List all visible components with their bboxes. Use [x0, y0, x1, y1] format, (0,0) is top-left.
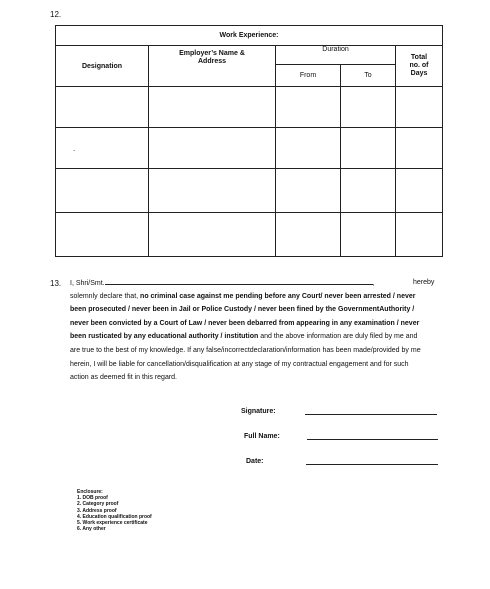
declaration-line-8: action as deemed fit in this regard. [70, 374, 178, 382]
table-row [56, 87, 443, 128]
col-employer-header [149, 46, 276, 87]
declaration-line-3 [70, 303, 464, 317]
col-duration-header: Duration [276, 46, 396, 65]
name-blank-line[interactable] [105, 276, 373, 285]
section-12-number: 12. [50, 10, 62, 19]
declaration-intro: solemnly declare that, [70, 292, 141, 300]
declaration-text-5: and the above information are duly filed by me and [258, 333, 418, 341]
declaration-bold-4: been rusticated by any educational authority / institution [70, 333, 259, 341]
declaration-paragraph [70, 276, 464, 385]
col-total-days-header [396, 46, 443, 87]
declaration-bold-3: never been convicted by a Court of Law / never been debarred from appearing in any examination / never [70, 319, 420, 327]
col-designation-header: Designation [56, 46, 149, 87]
cell-total-days[interactable] [396, 128, 443, 169]
enclosure-item: 5. Work experience certificate [77, 520, 148, 527]
date-line[interactable] [306, 464, 438, 465]
declaration-line-1 [70, 276, 464, 290]
col-total-line2: no. of [409, 62, 429, 69]
stray-mark: . [73, 143, 76, 153]
enclosure-title: Enclosure: [77, 489, 103, 495]
declaration-line-6: are true to the best of my knowledge. If any false/incorrectdeclaration/information has been made/provided by me [70, 346, 421, 354]
cell-total-days[interactable] [396, 87, 443, 128]
date-label: Date: [246, 458, 264, 465]
cell-designation[interactable] [56, 213, 149, 257]
declaration-line-4 [70, 317, 464, 331]
declaration-line-7: herein, I will be liable for cancellation/disqualification at any stage of my contractual engagement and for such [70, 360, 409, 368]
declaration-bold-1: no criminal case against me pending before any Court/ never been arrested / never [140, 292, 416, 300]
section-13-number: 13. [50, 279, 62, 288]
name-suffix: , [372, 280, 375, 287]
enclosure-item: 6. Any other [77, 526, 106, 533]
col-to-header: To [341, 65, 396, 87]
cell-total-days[interactable] [396, 213, 443, 257]
col-total-line3: Days [410, 70, 428, 77]
cell-from[interactable] [276, 87, 341, 128]
col-employer-line1: Employer’s Name & [179, 50, 245, 57]
table-row [56, 169, 443, 213]
cell-from[interactable] [276, 128, 341, 169]
declaration-line-2 [70, 290, 464, 304]
cell-to[interactable] [341, 87, 396, 128]
enclosure-item: 4. Education qualification proof [77, 513, 152, 520]
table-title: Work Experience: [56, 26, 443, 46]
enclosure-item: 3. Address proof [77, 507, 117, 514]
work-experience-table [55, 25, 443, 257]
cell-employer[interactable] [149, 169, 276, 213]
cell-designation[interactable] [56, 87, 149, 128]
name-prefix: I, Shri/Smt. [70, 280, 105, 287]
declaration-line-5 [70, 330, 464, 344]
col-total-line1: Total [410, 54, 428, 61]
cell-to[interactable] [341, 169, 396, 213]
cell-to[interactable] [341, 213, 396, 257]
cell-employer[interactable] [149, 213, 276, 257]
signature-line[interactable] [305, 414, 437, 415]
cell-employer[interactable] [149, 87, 276, 128]
fullname-line[interactable] [307, 439, 438, 440]
col-from-header: From [276, 65, 341, 87]
signature-label: Signature: [241, 408, 276, 415]
enclosure-item: 2. Category proof [77, 501, 119, 508]
cell-designation[interactable] [56, 169, 149, 213]
cell-from[interactable] [276, 213, 341, 257]
fullname-label: Full Name: [244, 433, 280, 440]
enclosure-item: 1. DOB proof [77, 495, 108, 502]
cell-designation[interactable] [56, 128, 149, 169]
cell-employer[interactable] [149, 128, 276, 169]
table-row [56, 128, 443, 169]
declaration-bold-2: been prosecuted / never been in Jail or Police Custody / never been fined by the GovernmentAuthority / [70, 306, 415, 314]
cell-from[interactable] [276, 169, 341, 213]
hereby-text: hereby [413, 279, 435, 286]
table-row [56, 213, 443, 257]
col-employer-line2: Address [197, 58, 226, 65]
cell-to[interactable] [341, 128, 396, 169]
cell-total-days[interactable] [396, 169, 443, 213]
enclosure-list [77, 489, 152, 532]
